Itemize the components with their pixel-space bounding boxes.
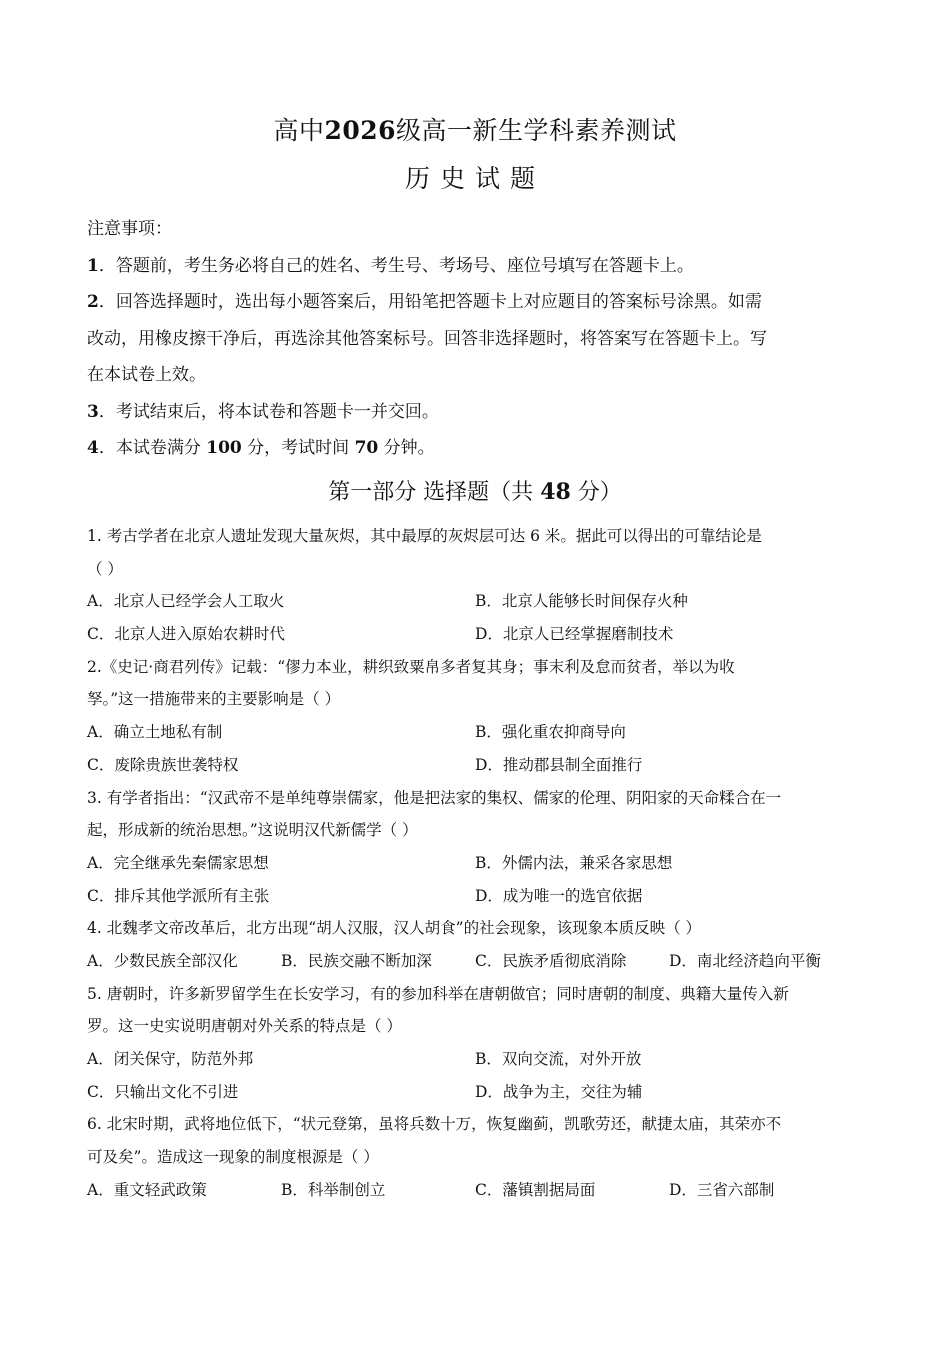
option-d: D．成为唯一的选官依据	[475, 886, 643, 905]
option-d: D．推动郡县制全面推行	[475, 755, 643, 774]
note-item-3: 3．考试结束后，将本试卷和答题卡一并交回。	[87, 401, 439, 422]
subject-title: 历史试题	[404, 164, 545, 193]
option-b: B．民族交融不断加深	[281, 951, 432, 970]
questions-list	[87, 520, 867, 1206]
question-stem-line: 4. 北魏孝文帝改革后，北方出现“胡人汉服，汉人胡食”的社会现象，该现象本质反映（ ）	[87, 919, 701, 938]
section-heading: 第一部分 选择题（共 48 分）	[328, 479, 622, 505]
notes-heading: 注意事项：	[87, 219, 172, 239]
note-item-2-line-2: 改动，用橡皮擦干净后，再选涂其他答案标号。回答非选择题时，将答案写在答题卡上。写	[87, 328, 767, 349]
options-row	[87, 880, 867, 913]
option-b: B．双向交流，对外开放	[475, 1050, 642, 1068]
option-b: B．强化重农抑商导向	[475, 723, 626, 742]
option-a: A．重文轻武政策	[87, 1180, 207, 1199]
options-row	[87, 1043, 867, 1076]
option-b: B．北京人能够长时间保存火种	[475, 592, 688, 611]
option-a: A．完全继承先秦儒家思想	[87, 853, 269, 872]
option-d: D．南北经济趋向平衡	[669, 951, 821, 970]
option-a: A．闭关保守，防范外邦	[87, 1050, 254, 1068]
option-d: D．北京人已经掌握磨制技术	[475, 625, 674, 644]
title-year: 2026	[324, 116, 397, 145]
title-prefix: 高中	[273, 116, 325, 145]
option-b: B．科举制创立	[281, 1180, 386, 1199]
question-1	[87, 520, 867, 651]
options-row	[87, 618, 867, 651]
options-row	[87, 1076, 867, 1109]
question-stem-line: 可及矣”。造成这一现象的制度根源是（ ）	[87, 1148, 379, 1167]
question-stem-line: 3. 有学者指出：“汉武帝不是单纯尊崇儒家，他是把法家的集权、儒家的伦理、阴阳家的天命糅合在一	[87, 788, 782, 807]
question-stem-line: （ ）	[87, 559, 123, 578]
question-6	[87, 1108, 867, 1206]
note-item-1: 1．答题前，考生务必将自己的姓名、考生号、考场号、座位号填写在答题卡上。	[87, 255, 694, 276]
question-stem-line: 5. 唐朝时，许多新罗留学生在长安学习，有的参加科举在唐朝做官；同时唐朝的制度、典籍大量传入新	[87, 984, 789, 1003]
option-d: D．战争为主，交往为辅	[475, 1082, 643, 1101]
option-b: B．外儒内法，兼采各家思想	[475, 853, 673, 872]
option-c: C．北京人进入原始农耕时代	[87, 625, 285, 644]
option-a: A．少数民族全部汉化	[87, 951, 238, 970]
question-5	[87, 978, 867, 1109]
question-2	[87, 651, 867, 782]
notes-block	[87, 211, 867, 467]
note-item-2-line-3: 在本试卷上效。	[87, 365, 206, 385]
options-row	[87, 945, 867, 978]
exam-title	[0, 113, 950, 149]
options-row	[87, 847, 867, 880]
note-item-4: 4．本试卷满分 100 分，考试时间 70 分钟。	[87, 438, 435, 458]
option-c: C．藩镇割据局面	[475, 1180, 596, 1199]
question-4	[87, 912, 867, 977]
option-c: C．排斥其他学派所有主张	[87, 886, 270, 905]
options-row	[87, 716, 867, 749]
option-c: C．废除贵族世袭特权	[87, 755, 239, 774]
option-a: A．北京人已经学会人工取火	[87, 592, 285, 611]
options-row	[87, 585, 867, 618]
option-c: C．只输出文化不引进	[87, 1082, 239, 1101]
option-d: D．三省六部制	[669, 1180, 775, 1199]
note-item-2: 2．回答选择题时，选出每小题答案后，用铅笔把答题卡上对应题目的答案标号涂黑。如需	[87, 292, 762, 312]
options-row	[87, 749, 867, 782]
question-stem-line: 1. 考古学者在北京人遗址发现大量灰烬，其中最厚的灰烬层可达 6 米。据此可以得出的可靠结论是	[87, 527, 762, 545]
option-a: A．确立土地私有制	[87, 723, 223, 742]
question-stem-line: 2.《史记·商君列传》记载：“僇力本业，耕织致粟帛多者复其身；事末利及怠而贫者，举以为收	[87, 657, 735, 676]
question-stem-line: 罗。这一史实说明唐朝对外关系的特点是（ ）	[87, 1017, 402, 1036]
options-row	[87, 1174, 867, 1207]
question-stem-line: 孥。”这一措施带来的主要影响是（ ）	[87, 690, 341, 709]
question-3	[87, 782, 867, 913]
question-stem-line: 6. 北宋时期，武将地位低下，“状元登第，虽将兵数十万，恢复幽蓟，凯歌劳还，献捷太庙，其荣亦不	[87, 1115, 782, 1134]
question-stem-line: 起，形成新的统治思想。”这说明汉代新儒学（ ）	[87, 821, 418, 840]
option-c: C．民族矛盾彻底消除	[475, 951, 627, 970]
title-suffix: 级高一新生学科素养测试	[396, 116, 677, 145]
